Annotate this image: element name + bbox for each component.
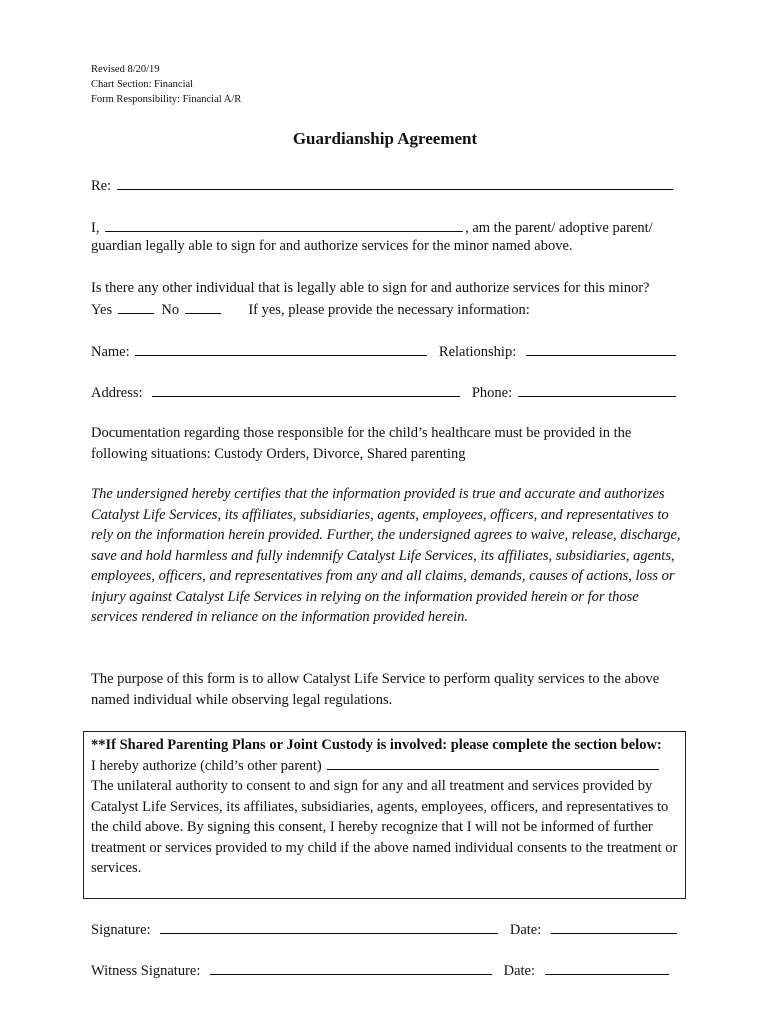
guardian-row-2: guardian legally able to sign for and authorize services for the minor named above. [91, 238, 573, 254]
form-header-meta [91, 62, 241, 107]
yes-label: Yes [91, 302, 113, 318]
chart-section: Chart Section: Financial [91, 79, 194, 90]
signature-row [91, 920, 679, 939]
name-field[interactable] [135, 342, 427, 356]
i-label: I, [91, 220, 100, 236]
address-label: Address: [91, 385, 143, 401]
page-title: Guardianship Agreement [292, 129, 478, 148]
other-individual-question: Is there any other individual that is legally able to sign for and authorize services for this minor? [91, 280, 650, 296]
witness-date-label: Date: [503, 963, 536, 979]
guardian-role-text: , am the parent/ adoptive parent/ [465, 220, 653, 236]
signature-date-field[interactable] [551, 920, 677, 934]
re-row [91, 176, 675, 195]
relationship-field[interactable] [526, 342, 676, 356]
certification-paragraph: The undersigned hereby certifies that the information provided is true and accurate and authorizes Catalyst Life Services, its affiliates, subsidiaries, agents, employees, officers, and representatives to rely on the information herein provided. Further, the undersigned agrees to waive, release, discharge, save and hold harmless and fully indemnify Catalyst Life Services, its affiliates, subsidiaries, agents, employees, officers, and representatives from any and all claims, demands, causes of actions, loss or injury against Catalyst Life Services in relying on the information provided herein or for those services rendered in reliance on the information provided herein. [91, 486, 681, 625]
address-field[interactable] [152, 383, 460, 397]
witness-label: Witness Signature: [91, 963, 201, 979]
name-row [91, 342, 678, 361]
shared-parenting-box [83, 731, 686, 899]
yes-field[interactable] [118, 300, 154, 314]
signature-field[interactable] [160, 920, 498, 934]
re-field[interactable] [117, 176, 673, 190]
shared-parenting-heading: **If Shared Parenting Plans or Joint Custody is involved: please complete the section below: [91, 737, 662, 753]
if-yes-text: If yes, please provide the necessary information: [248, 302, 530, 318]
guardian-name-field[interactable] [105, 218, 463, 232]
re-label: Re: [91, 178, 112, 194]
authorize-label: I hereby authorize (child’s other parent) [91, 757, 322, 774]
address-row [91, 383, 678, 402]
documentation-paragraph: Documentation regarding those responsible for the child’s healthcare must be provided in the following situations: Custody Orders, Divorce, Shared parenting [91, 425, 632, 462]
phone-label: Phone: [471, 385, 513, 401]
no-label: No [161, 302, 180, 318]
no-field[interactable] [185, 300, 221, 314]
witness-signature-field[interactable] [210, 961, 492, 975]
date-label: Date: [509, 922, 542, 938]
revised-date: Revised 8/20/19 [91, 64, 160, 75]
relationship-label: Relationship: [438, 344, 517, 360]
witness-date-field[interactable] [545, 961, 669, 975]
witness-row [91, 961, 671, 980]
signature-label: Signature: [91, 922, 151, 938]
unilateral-authority-text: The unilateral authority to consent to and sign for any and all treatment and services provided by Catalyst Life Services, its affiliates, subsidiaries, agents, employees, officers, and representatives to the child above. By signing this consent, I hereby recognize that I will not be informed of further treatment or services provided to my child if the above named individual consents to the treatment or services. [91, 778, 678, 876]
name-label: Name: [91, 344, 130, 360]
form-responsibility: Form Responsibility: Financial A/R [91, 94, 242, 105]
phone-field[interactable] [518, 383, 676, 397]
purpose-paragraph: The purpose of this form is to allow Catalyst Life Service to perform quality services to the above named individual while observing legal regulations. [91, 671, 660, 708]
other-parent-field[interactable] [327, 756, 659, 770]
yes-no-row [91, 300, 530, 319]
authorize-row [91, 756, 685, 777]
guardian-row [91, 218, 653, 237]
